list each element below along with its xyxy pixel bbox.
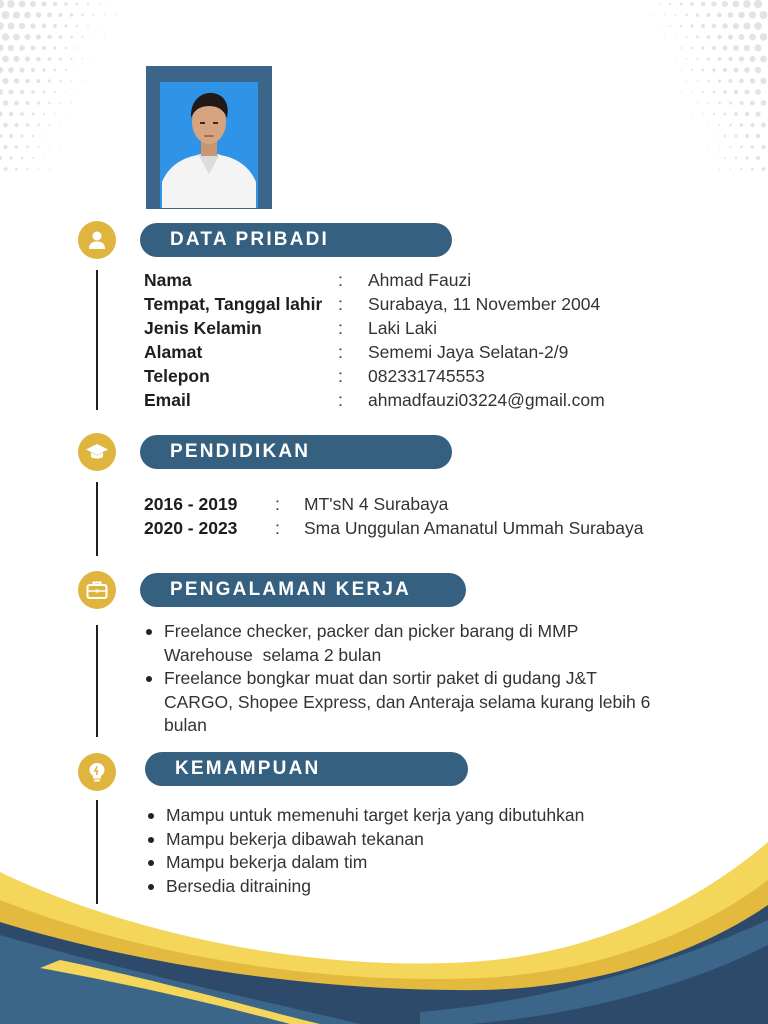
list-item: Bersedia ditraining <box>146 875 706 899</box>
skills-section-icon <box>78 753 116 791</box>
education-school: MT'sN 4 Surabaya <box>304 494 449 514</box>
list-item: Freelance checker, packer dan picker barang di MMP Warehouse selama 2 bulan <box>144 620 704 667</box>
separator: : <box>338 294 343 314</box>
personal-label: Tempat, Tanggal lahir <box>144 294 323 314</box>
personal-value: Ahmad Fauzi <box>368 270 472 290</box>
education-years: 2020 - 2023 <box>144 518 238 538</box>
separator: : <box>275 518 280 538</box>
section-title-experience: PENGALAMAN KERJA <box>140 573 466 607</box>
timeline-line <box>96 270 98 410</box>
section-title-personal: DATA PRIBADI <box>140 223 452 257</box>
timeline-line <box>96 482 98 556</box>
personal-label: Email <box>144 390 191 410</box>
personal-value: 082331745553 <box>368 366 485 386</box>
list-item: Mampu bekerja dalam tim <box>146 851 706 875</box>
experience-section-icon <box>78 571 116 609</box>
education-school: Sma Unggulan Amanatul Ummah Surabaya <box>304 518 644 538</box>
profile-photo-frame <box>146 66 272 209</box>
person-portrait-icon <box>160 82 258 208</box>
personal-value: Sememi Jaya Selatan-2/9 <box>368 342 569 362</box>
separator: : <box>338 318 343 338</box>
person-icon <box>86 229 108 251</box>
list-item: Freelance bongkar muat dan sortir paket di gudang J&T CARGO, Shopee Express, dan Anteraja selama kurang lebih 6 bulan <box>144 667 704 738</box>
list-item: Mampu untuk memenuhi target kerja yang dibutuhkan <box>146 804 706 828</box>
skills-list <box>146 804 706 898</box>
personal-label: Alamat <box>144 342 203 362</box>
timeline-line <box>96 625 98 737</box>
experience-list <box>144 620 704 738</box>
separator: : <box>275 494 280 514</box>
person-section-icon <box>78 221 116 259</box>
personal-label: Telepon <box>144 366 210 386</box>
briefcase-icon <box>86 580 108 600</box>
personal-value: Laki Laki <box>368 318 438 338</box>
personal-value: Surabaya, 11 November 2004 <box>368 294 601 314</box>
email-value[interactable]: ahmadfauzi03224@gmail.com <box>368 390 605 410</box>
separator: : <box>338 366 343 386</box>
lightbulb-icon <box>86 761 108 783</box>
education-years: 2016 - 2019 <box>144 494 238 514</box>
separator: : <box>338 390 343 410</box>
education-section-icon <box>78 433 116 471</box>
separator: : <box>338 342 343 362</box>
graduation-cap-icon <box>85 441 109 463</box>
personal-label: Nama <box>144 270 192 290</box>
timeline-line <box>96 800 98 904</box>
separator: : <box>338 270 343 290</box>
personal-label: Jenis Kelamin <box>144 318 262 338</box>
list-item: Mampu bekerja dibawah tekanan <box>146 828 706 852</box>
section-title-education: PENDIDIKAN <box>140 435 452 469</box>
section-title-skills: KEMAMPUAN <box>145 752 468 786</box>
profile-photo <box>160 82 258 208</box>
